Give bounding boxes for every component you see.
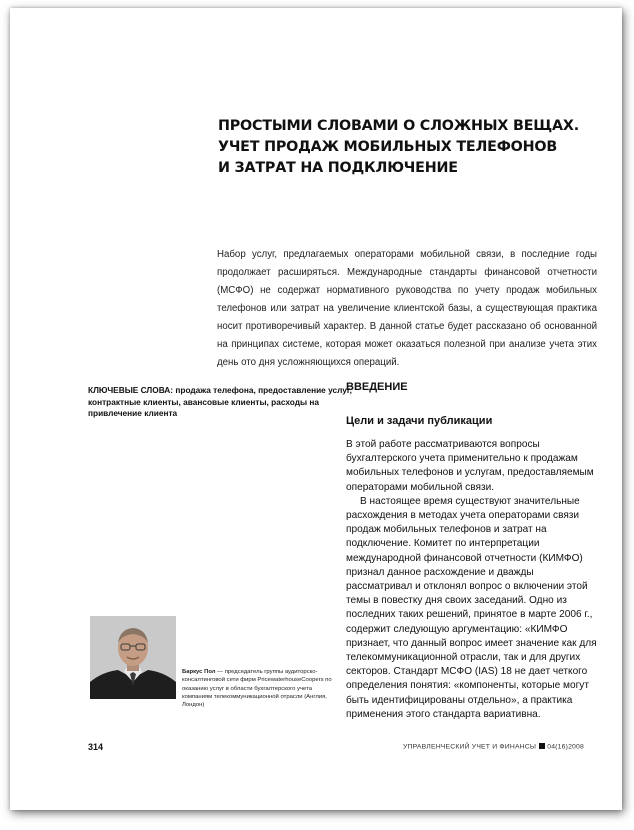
journal-name: УПРАВЛЕНЧЕСКИЙ УЧЕТ И ФИНАНСЫ: [403, 743, 537, 751]
body-paragraph: В настоящее время существуют значительные расхождения в методах учета операторами связи продаж мобильных телефонов и затрат на подключение. Комитет по интерпретации международной финансовой отчетности (КИМФО) признал данное расхождение и дважды рассматривал и отклонял вопрос о включении этой темы в повестку дня своих заседаний. Одно из последних таких решений, принятое в марте 2006 г., содержит следующую аргументацию: «КИМФО признает, что данный вопрос имеет значение как для телекоммуникационной отрасли, так и для других секторов. Стандарт МСФО (IAS) 18 не дает четкого определения понятия: «компоненты, которые могут быть идентифицированы отдельно», а практика применения этого стандарта вариативна.: [346, 495, 597, 720]
article-abstract: Набор услуг, предлагаемых операторами мобильной связи, в последние годы продолжает расширяться. Международные стандарты финансовой отчетности (МСФО) не содержат нормативного руководства по учету продаж мобильных телефонов или затрат на увеличение клиентской базы, а существующая практика носит противоречивый характер. В данной статье будет рассказано об основанной на принципах системе, которая может оказаться полезной при анализе учета этих день ото дня усложняющихся операций.: [217, 249, 597, 368]
subsection-heading: Цели и задачи публикации: [346, 415, 493, 427]
title-line: И ЗАТРАТ НА ПОДКЛЮЧЕНИЕ: [218, 160, 458, 176]
title-line: УЧЕТ ПРОДАЖ МОБИЛЬНЫХ ТЕЛЕФОНОВ: [218, 139, 558, 155]
keywords-text: продажа телефона, предоставление услуг, контрактные клиенты, авансовые клиенты, расходы на привлечение клиента: [88, 385, 352, 419]
author-photo: [90, 616, 176, 699]
author-info: [182, 668, 332, 709]
journal-footer: [403, 743, 584, 751]
keywords-block: [88, 385, 358, 420]
section-heading: ВВЕДЕНИЕ: [346, 381, 408, 393]
author-name: Баркус Пол: [182, 669, 216, 675]
page-number: 314: [88, 742, 104, 752]
journal-issue: 04(16)2008: [547, 743, 584, 751]
title-line: ПРОСТЫМИ СЛОВАМИ О СЛОЖНЫХ ВЕЩАХ.: [218, 118, 579, 134]
document-page: [10, 8, 622, 810]
square-bullet-icon: [539, 743, 545, 749]
article-title: [218, 116, 608, 179]
keywords-label: КЛЮЧЕВЫЕ СЛОВА:: [88, 385, 174, 395]
body-paragraph: В этой работе рассматриваются вопросы бухгалтерского учета применительно к продажам мобильных телефонов и услугам, предоставляемым операторами мобильной связи.: [346, 439, 594, 493]
body-text: [346, 438, 598, 722]
author-bio: — председатель группы аудиторско-консалтинговой сети фирм PricewaterhouseCoopers по оказанию услуг в области бухгалтерского учета компаниям телекоммуникационной отрасли (Англия, Лондон): [182, 669, 332, 709]
